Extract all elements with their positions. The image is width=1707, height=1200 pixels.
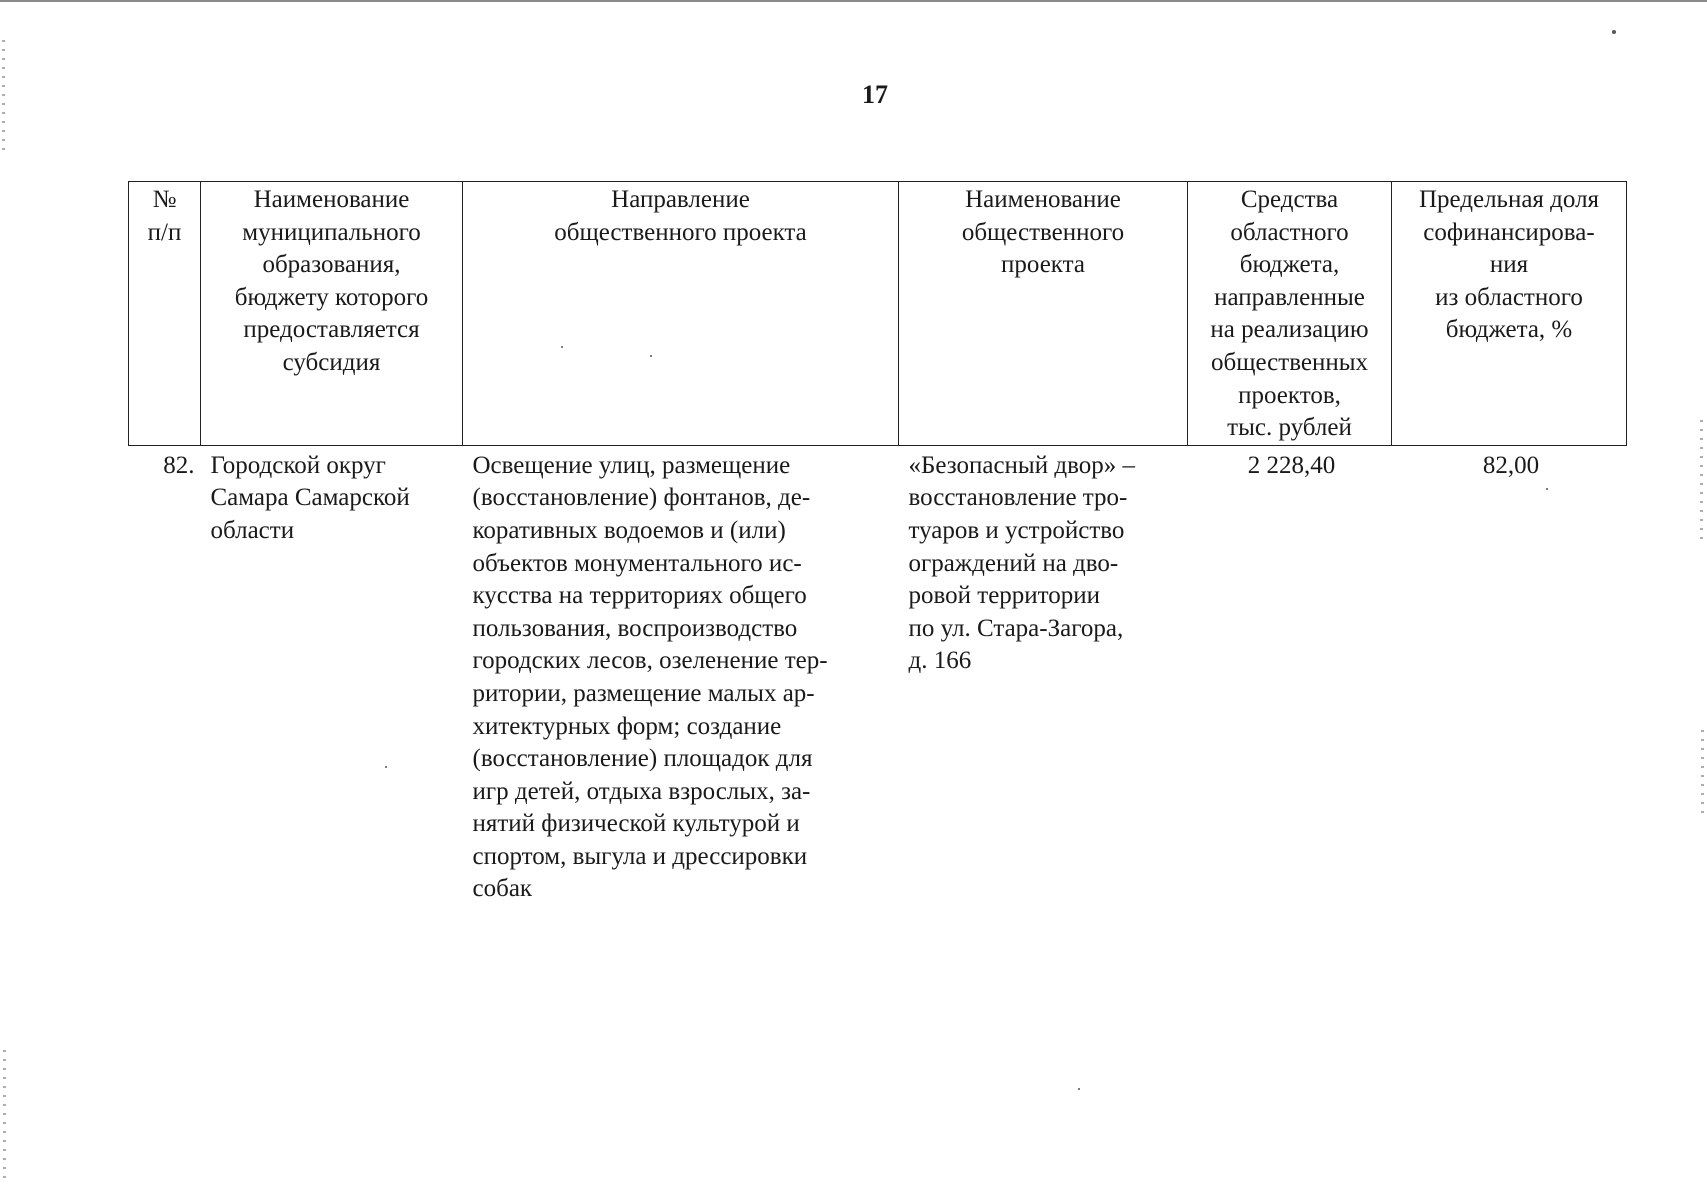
project-name-cell (899, 445, 1188, 906)
scan-noise-left (2, 40, 5, 150)
municipality-cell (201, 445, 463, 906)
header-line: Направление (611, 186, 750, 213)
budget-amount-cell: 2 228,40 (1247, 451, 1336, 479)
header-regional-budget (1188, 182, 1392, 446)
cell-line: ритории, размещение малых ар- (472, 679, 815, 707)
table-row (129, 445, 1627, 906)
header-line: бюджету которого (234, 283, 429, 311)
scan-speck (561, 346, 563, 348)
header-number (129, 182, 201, 446)
header-direction (463, 182, 899, 446)
cell-line: хитектурных форм; создание (472, 712, 782, 740)
page-number: 17 (862, 80, 888, 109)
cell-line: объектов монументального ис- (472, 549, 802, 577)
cofinancing-share-cell: 82,00 (1482, 451, 1540, 479)
scan-speck (1546, 488, 1548, 490)
cell-line: д. 166 (908, 647, 972, 675)
header-line: проектов, (1238, 381, 1341, 409)
header-line: на реализацию (1210, 316, 1369, 344)
header-line: Предельная доля (1418, 186, 1600, 213)
cell-line: нятий физической культурой и (472, 810, 800, 838)
header-line: предоставляется (243, 316, 420, 344)
scan-speck (385, 766, 387, 768)
cell-line: по ул. Стара-Загора, (908, 614, 1124, 642)
header-line: бюджета, (1239, 251, 1340, 279)
cell-line: Освещение улиц, размещение (472, 451, 791, 479)
cell-line: области (210, 516, 295, 544)
scan-speck (1078, 1088, 1080, 1090)
header-line: бюджета, % (1445, 316, 1573, 344)
scan-edge-line (0, 0, 1707, 2)
cell-line: (восстановление) площадок для (472, 745, 813, 773)
cell-line: собак (472, 875, 533, 903)
header-line: Наименование (965, 186, 1121, 213)
cell-line: Городской округ (210, 451, 386, 479)
cell-line: кусства на территориях общего (472, 582, 807, 610)
header-cofinancing-share (1392, 182, 1627, 446)
header-municipality (201, 182, 463, 446)
header-line: образования, (262, 251, 401, 279)
cell-line: игр детей, отдыха взрослых, за- (472, 777, 811, 805)
header-line: № (152, 186, 177, 213)
header-line: общественных (1210, 348, 1369, 376)
header-line: Средства (1240, 186, 1339, 213)
scan-noise-right (1700, 420, 1703, 540)
header-line: из областного (1435, 283, 1583, 311)
cell-line: восстановление тро- (908, 484, 1128, 512)
header-line: общественного проекта (554, 218, 807, 246)
scan-noise-left (3, 1050, 6, 1180)
header-line: муниципального (242, 218, 421, 246)
cell-line: «Безопасный двор» – (908, 451, 1135, 479)
table-header-row (129, 182, 1627, 446)
subsidy-table (128, 181, 1627, 906)
cell-line: городских лесов, озеленение тер- (472, 647, 828, 675)
cell-line: Самара Самарской (210, 484, 410, 512)
scan-speck (650, 355, 652, 357)
header-line: п/п (147, 218, 182, 246)
scan-noise-right (1701, 730, 1704, 820)
scan-speck (1612, 30, 1616, 34)
header-line: областного (1230, 218, 1349, 246)
header-line: тыс. рублей (1227, 414, 1352, 442)
cell-line: ровой территории (908, 582, 1101, 610)
header-line: общественного (961, 218, 1125, 246)
header-line: проекта (1001, 251, 1085, 279)
cell-line: ограждений на дво- (908, 549, 1119, 577)
header-project-name (899, 182, 1188, 446)
row-number: 82. (163, 451, 195, 479)
cell-line: коративных водоемов и (или) (472, 516, 786, 544)
cell-line: спортом, выгула и дрессировки (472, 842, 808, 870)
header-line: софинансирова- (1423, 218, 1595, 246)
header-line: направленные (1214, 283, 1365, 311)
cell-line: туаров и устройство (908, 516, 1125, 544)
cell-line: (восстановление) фонтанов, де- (472, 484, 811, 512)
header-line: Наименование (253, 186, 410, 213)
cell-line: пользования, воспроизводство (472, 614, 798, 642)
header-line: субсидия (282, 348, 381, 376)
direction-cell (463, 445, 899, 906)
header-line: ния (1489, 251, 1529, 279)
